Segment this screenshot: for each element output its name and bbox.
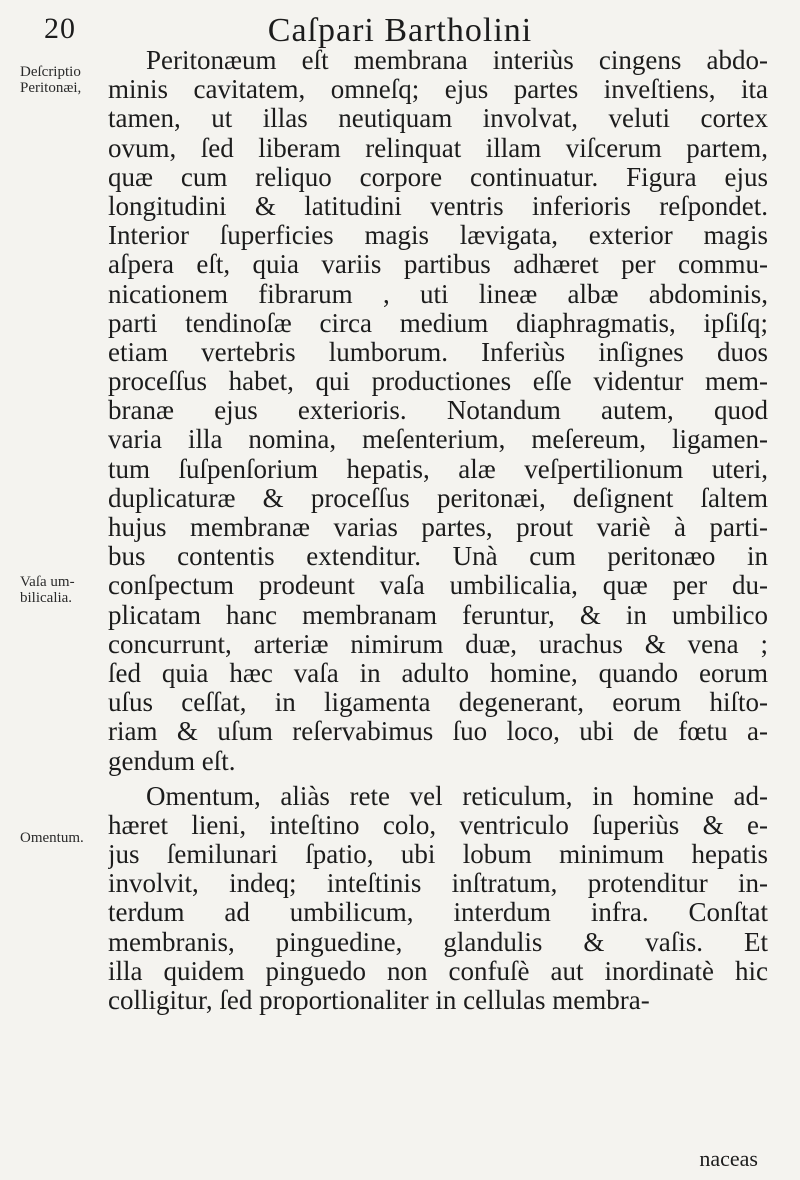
margin-note-peritonaei: Deſcriptio Peritonæi,: [20, 64, 82, 96]
text-line: Omentum, aliàs rete vel reticulum, in homine ad-: [146, 781, 768, 811]
text-line: hujus membranæ varias partes, prout variè à parti-: [108, 513, 768, 542]
catchword: naceas: [699, 1146, 758, 1171]
text-line: branæ ejus exterioris. Notandum autem, quod: [108, 396, 768, 426]
text-line: aſpera eſt, quia variis partibus adhæret per commu-: [108, 250, 768, 280]
text-line: nicationem fibrarum , uti lineæ albæ abdominis,: [108, 279, 768, 309]
text-line: concurrunt, arteriæ nimirum duæ, urachus & vena ;: [108, 629, 768, 659]
text-line: duplicaturæ & proceſſus peritonæi, deſignent ſaltem: [108, 483, 768, 513]
text-line: membranis, pinguedine, glandulis & vaſis. Et: [108, 927, 768, 957]
text-line: colligitur, ſed proportionaliter in cellulas membra-: [108, 986, 650, 1015]
text-line: minis cavitatem, omneſq; ejus partes inveſtiens, ita: [108, 75, 768, 105]
paragraph-peritonaeum: [108, 46, 768, 776]
text-line: plicatam hanc membranam feruntur, & in umbilico: [108, 600, 768, 630]
text-line: parti tendinoſæ circa medium diaphragmatis, ipſiſq;: [108, 308, 768, 338]
text-line: conſpectum prodeunt vaſa umbilicalia, quæ per du-: [108, 571, 768, 601]
paragraph-omentum: [108, 782, 768, 1016]
body-text: [108, 46, 768, 1015]
text-line: tamen, ut illas neutiquam involvat, veluti cortex: [108, 104, 768, 134]
text-line: illa quidem pinguedo non confuſè aut inordinatè hic: [108, 956, 768, 986]
text-line: riam & uſum reſervabimus ſuo loco, ubi de fœtu a-: [108, 717, 768, 747]
text-line: proceſſus habet, qui productiones eſſe videntur mem-: [108, 367, 768, 397]
text-line: uſus ceſſat, in ligamenta degenerant, eorum hiſto-: [108, 688, 768, 718]
page-header: [0, 8, 800, 48]
text-line: quæ cum reliquo corpore continuatur. Figura ejus: [108, 162, 768, 192]
text-line: jus ſemilunari ſpatio, ubi lobum minimum hepatis: [108, 840, 768, 870]
margin-note-vasa-umbilicalia: Vaſa um-bilicalia.: [20, 574, 75, 606]
running-head: Caſpari Bartholini: [267, 12, 533, 49]
text-line: etiam vertebris lumborum. Inferiùs inſignes duos: [108, 337, 768, 367]
margin-note-omentum: Omentum.: [20, 830, 84, 846]
page-number: 20: [44, 12, 76, 45]
text-line: tum ſuſpenſorium hepatis, alæ veſpertilionum uteri,: [108, 454, 768, 484]
text-line: Peritonæum eſt membrana interiùs cingens abdo-: [146, 46, 768, 75]
text-line: varia illa nomina, meſenterium, meſereum, ligamen-: [108, 425, 768, 455]
text-line: Interior ſuperficies magis lævigata, exterior magis: [108, 221, 768, 251]
text-line: terdum ad umbilicum, interdum infra. Conſtat: [108, 898, 768, 928]
text-line: bus contentis extenditur. Unà cum peritonæo in: [108, 542, 768, 572]
text-line: ovum, ſed liberam relinquat illam viſcerum partem,: [108, 133, 768, 163]
text-line: hæret lieni, inteſtino colo, ventriculo ſuperiùs & e-: [108, 810, 768, 840]
text-line: involvit, indeq; inteſtinis inſtratum, protenditur in-: [108, 869, 768, 899]
text-line: gendum eſt.: [108, 746, 236, 776]
text-line: longitudini & latitudini ventris inferioris reſpondet.: [108, 191, 768, 221]
text-line: ſed quia hæc vaſa in adulto homine, quando eorum: [108, 658, 768, 688]
